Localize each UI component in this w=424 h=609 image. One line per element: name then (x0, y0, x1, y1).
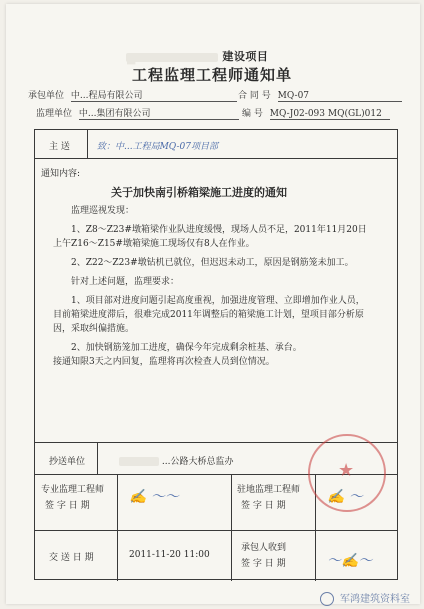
send-to-label: 主 送 (49, 142, 70, 152)
body-line: 1、Z8～Z23#墩箱梁作业队进度缓慢，现场人员不足，2011年11月20日 (71, 225, 367, 235)
document-title: 工程监理工程师通知单 (132, 66, 293, 84)
body-line: 目前箱梁进度滞后，很难完成2011年调整后的箱梁施工计划，望项目部分析原 (53, 310, 364, 320)
contractor-label: 承包单位 (28, 91, 65, 101)
redacted-project-name: ■ (126, 53, 218, 62)
resident-sign-date-label: 签 字 日 期 (241, 501, 286, 511)
body-line: 因，采取纠偏措施。 (53, 324, 135, 334)
resident-engineer-signature: ✍ ～ (327, 489, 363, 505)
body-line: 接通知限3天之内回复，监理将再次检查人员到位情况。 (53, 357, 275, 367)
serial-value: MQ-J02-093 MQ(GL)012 (270, 109, 390, 120)
body-line: 1、项目部对进度问题引起高度重视，加强进度管理、立即增加作业人员， (71, 296, 365, 306)
receiver-label: 承包人收到 (241, 543, 287, 553)
contract-no-row (238, 88, 402, 102)
contractor-row (28, 88, 237, 102)
serial-row (242, 106, 390, 120)
send-to-value: 致：中...工程局MQ-07项目部 (97, 142, 218, 152)
serial-label: 编 号 (242, 109, 263, 119)
col-divider (87, 130, 88, 158)
pro-sign-date-label: 签 字 日 期 (45, 501, 90, 511)
body-line: 2、Z22～Z23#墩钻机已就位，但迟迟未动工，原因是钢筋笼未加工。 (71, 258, 354, 268)
stamp-star-icon: ★ (338, 460, 355, 481)
contract-no-label: 合 同 号 (238, 91, 271, 101)
body-line: 针对上述问题，监理要求： (71, 277, 180, 287)
body-label: 通知内容: (41, 169, 81, 179)
col-divider (231, 474, 232, 581)
notice-document (6, 4, 420, 604)
supervisor-row (36, 106, 239, 120)
watermark (320, 590, 410, 606)
send-date-value: 2011-11-20 11:00 (129, 550, 210, 560)
project-title-suffix: 建设项目 (222, 50, 269, 63)
receiver-signature: ～✍～ (327, 553, 373, 569)
supervisor-label: 监理单位 (36, 109, 73, 119)
body-line: 2、加快钢筋笼加工进度，确保今年完成剩余桩基、承台。 (71, 343, 302, 353)
pro-engineer-label: 专业监理工程师 (41, 485, 105, 495)
contractor-value: 中...程局有限公司 (71, 88, 237, 102)
body-line: 上午Z16～Z15#墩箱梁施工现场仅有8人在作业。 (53, 239, 255, 249)
official-stamp (308, 434, 386, 512)
send-date-label: 交 送 日 期 (49, 553, 94, 563)
body-paragraphs (53, 204, 383, 369)
supervisor-value: 中...集团有限公司 (79, 106, 239, 120)
wechat-icon (320, 592, 334, 606)
receiver-date-label: 签 字 日 期 (241, 559, 286, 569)
copy-to-value: ■ ...公路大桥总监办 (119, 457, 234, 467)
row-divider (35, 530, 397, 531)
notice-table (34, 129, 398, 580)
redacted-copy-to: ■ (119, 457, 159, 466)
body-heading: 关于加快南引桥箱梁施工进度的通知 (111, 186, 287, 199)
col-divider (97, 442, 98, 474)
col-divider (117, 474, 118, 581)
project-title (126, 48, 268, 64)
resident-engineer-label: 驻地监理工程师 (237, 485, 301, 495)
copy-to-label: 抄送单位 (49, 457, 86, 467)
pro-engineer-signature: ✍ ～～ (129, 489, 179, 505)
row-divider (35, 158, 397, 159)
body-line: 监理巡视发现： (71, 206, 135, 216)
contract-no-value: MQ-07 (278, 91, 402, 102)
watermark-text: 军鸿建筑资料室 (340, 594, 410, 605)
